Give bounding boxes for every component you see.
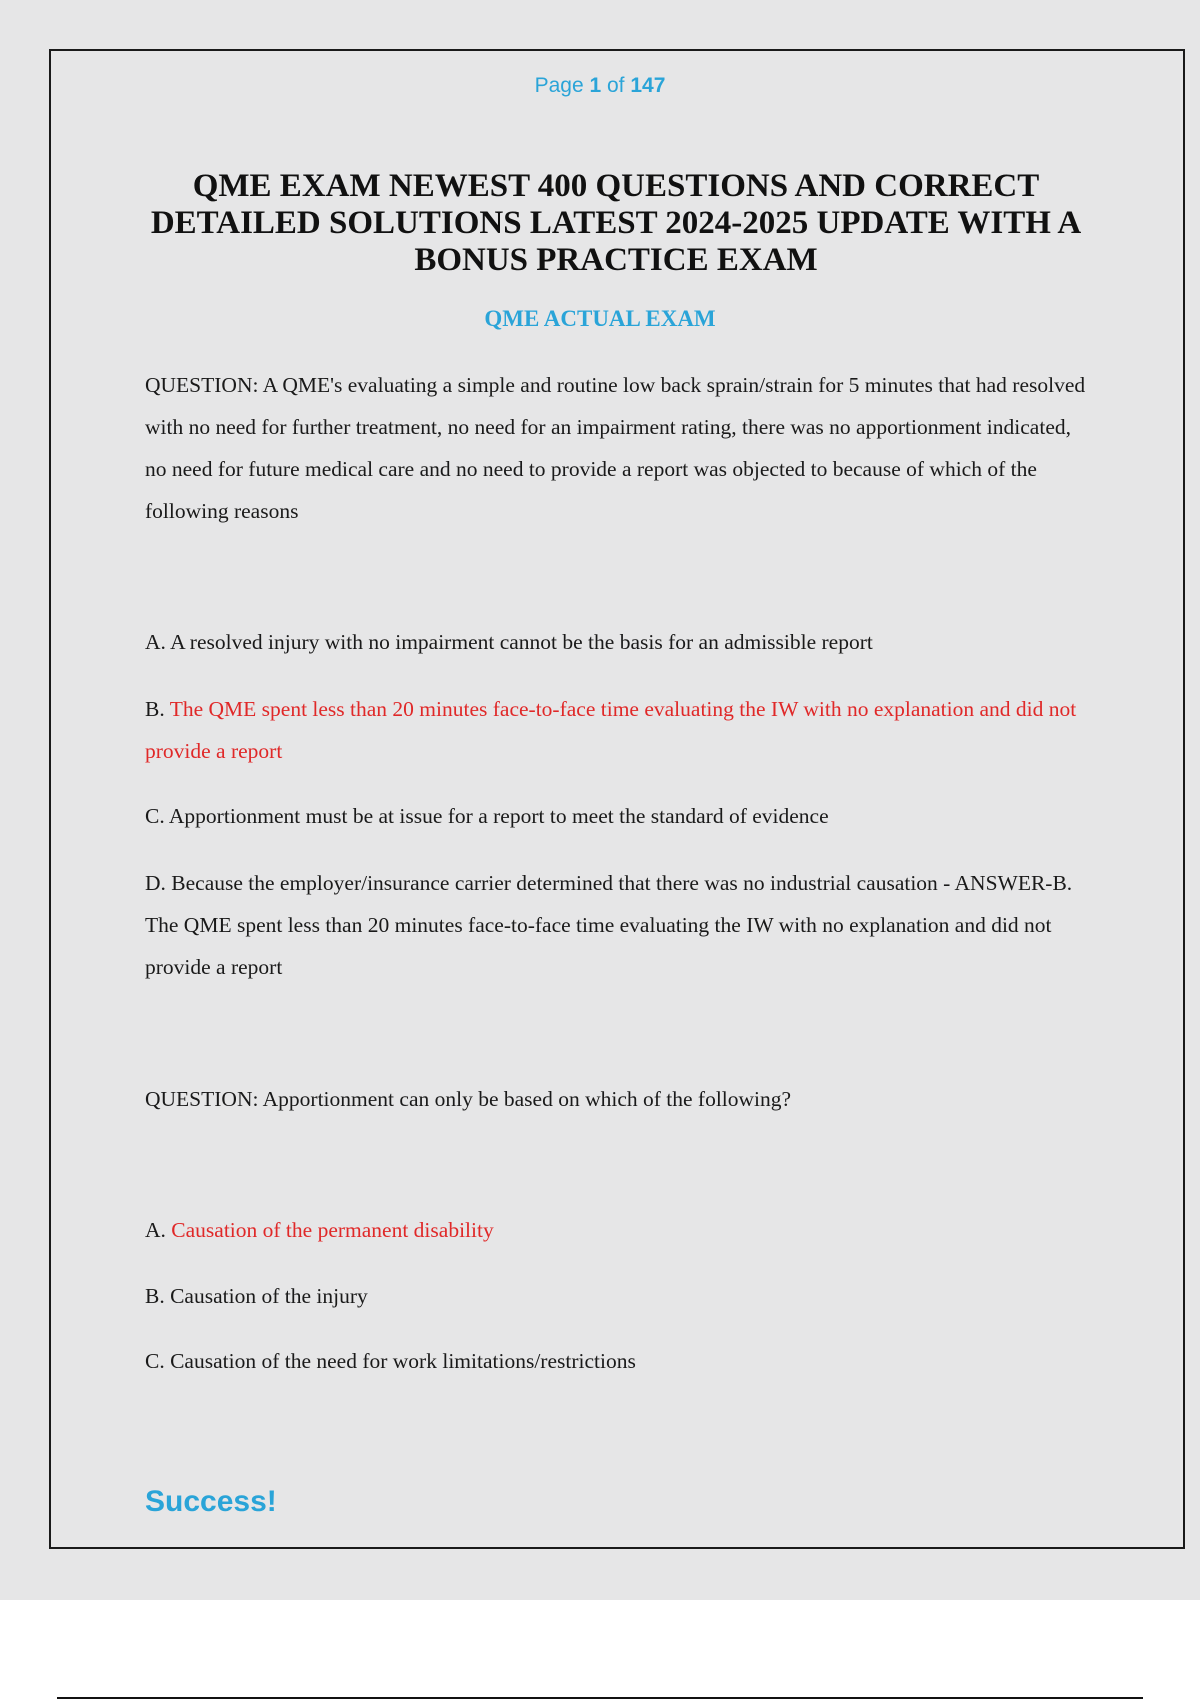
question-1-option-c: C. Apportionment must be at issue for a report to meet the standard of evidence [145, 804, 829, 828]
question-1-option-d: D. Because the employer/insurance carrier determined that there was no industrial causation - ANSWER-B. The QME spent less than 20 minutes face-to-face time evaluating the IW with no explanation and did not provide a report [145, 871, 1073, 979]
option-a-prefix: A. [145, 1218, 172, 1242]
page-number: 1 [589, 74, 602, 97]
correct-answer-highlight: Causation of the permanent disability [171, 1218, 494, 1242]
page-total: 147 [630, 74, 666, 97]
option-b-prefix: B. [145, 697, 170, 721]
next-page-divider [57, 1697, 1143, 1699]
footer-brand: Success! [145, 1485, 277, 1518]
question-2-option-b: B. Causation of the injury [145, 1284, 368, 1308]
page-counter-prefix: Page [534, 74, 590, 97]
question-2-text: QUESTION: Apportionment can only be based on which of the following? [145, 1087, 792, 1111]
page-counter [0, 74, 1200, 98]
document-subtitle: QME ACTUAL EXAM [484, 306, 716, 331]
question-1-text: QUESTION: A QME's evaluating a simple and routine low back sprain/strain for 5 minutes that had resolved with no need for further treatment, no need for an impairment rating, there was no apportionment indicated, no need for future medical care and no need to provide a report was objected to because of which of the following reasons [145, 373, 1086, 523]
correct-answer-highlight: The QME spent less than 20 minutes face-to-face time evaluating the IW with no explanation and did not provide a report [145, 697, 1077, 763]
question-1-option-a: A. A resolved injury with no impairment cannot be the basis for an admissible report [145, 630, 873, 654]
question-1-option-b [145, 688, 1090, 772]
question-2-option-a [145, 1209, 1090, 1251]
page-counter-of: of [601, 74, 631, 97]
question-2-option-c: C. Causation of the need for work limitations/restrictions [145, 1349, 636, 1373]
document-title: QME EXAM NEWEST 400 QUESTIONS AND CORRECT DETAILED SOLUTIONS LATEST 2024-2025 UPDATE WITH A BONUS PRACTICE EXAM [150, 168, 1082, 278]
